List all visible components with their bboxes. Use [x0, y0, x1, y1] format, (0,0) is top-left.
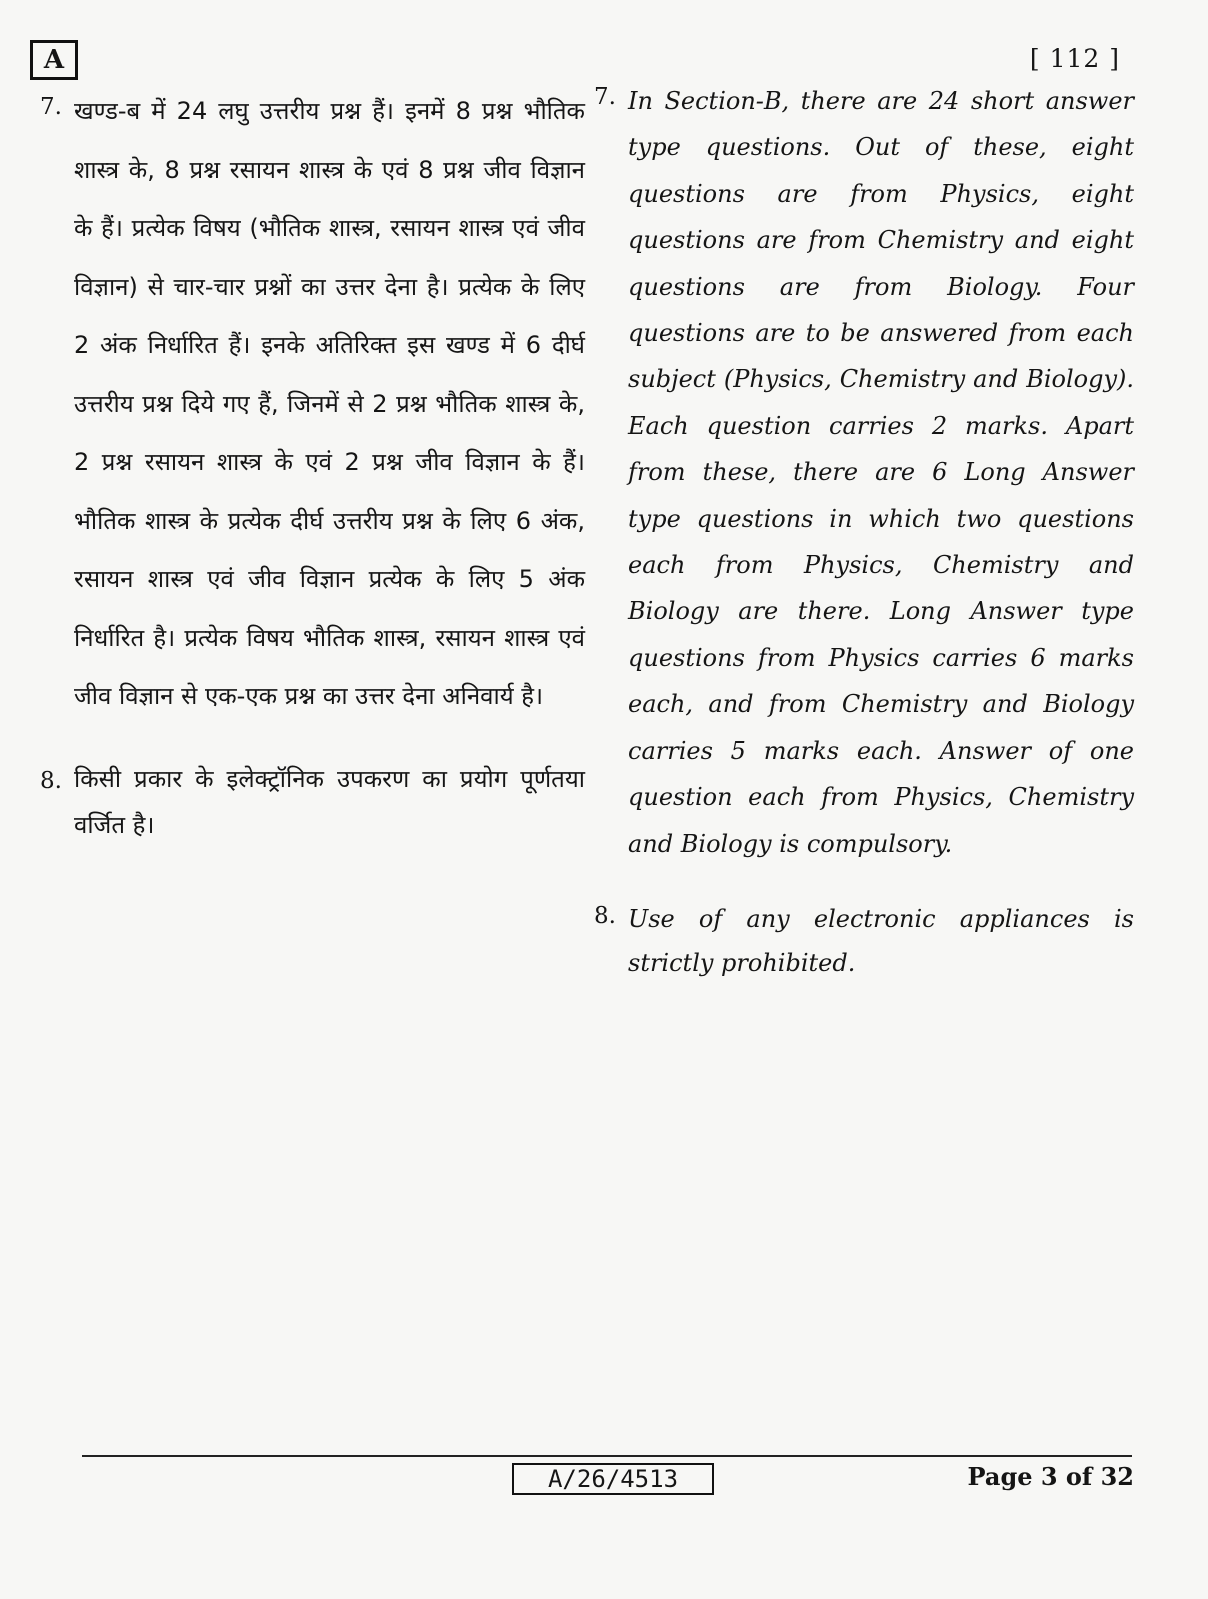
- hindi-item-7-text: खण्ड-ब में 24 लघु उत्तरीय प्रश्न हैं। इनमें 8 प्रश्न भौतिक शास्त्र के, 8 प्रश्न रसायन शास्त्र के एवं 8 प्रश्न जीव विज्ञान के हैं। प्रत्येक विषय (भौतिक शास्त्र, रसायन शास्त्र एवं जीव विज्ञान) से चार-चार प्रश्नों का उत्तर देना है। प्रत्येक के लिए 2 अंक निर्धारित हैं। इनके अतिरिक्त इस खण्ड में 6 दीर्घ उत्तरीय प्रश्न दिये गए हैं, जिनमें से 2 प्रश्न भौतिक शास्त्र के, 2 प्रश्न रसायन शास्त्र के एवं 2 प्रश्न जीव विज्ञान के हैं। भौतिक शास्त्र के प्रत्येक दीर्घ उत्तरीय प्रश्न के लिए 6 अंक, रसायन शास्त्र एवं जीव विज्ञान प्रत्येक के लिए 5 अंक निर्धारित है। प्रत्येक विषय भौतिक शास्त्र, रसायन शास्त्र एवं जीव विज्ञान से एक-एक प्रश्न का उत्तर देना अनिवार्य है।: [74, 97, 585, 710]
- english-item-7-number: 7.: [594, 84, 616, 110]
- paper-code: A/26/4513: [547, 1465, 679, 1493]
- english-item-7-text: In Section-B, there are 24 short answer type questions. Out of these, eight questions are from Physics, eight questions are from Chemistry and eight questions are from Biology. Four questions are to be answered from each subject (Physics, Chemistry and Biology). Each question carries 2 marks. Apart from these, there are 6 Long Answer type questions in which two questions each from Physics, Chemistry and Biology are there. Long Answer type questions from Physics carries 6 marks each, and from Chemistry and Biology carries 5 marks each. Answer of one question each from Physics, Chemistry and Biology is compulsory.: [628, 87, 1134, 858]
- english-instruction-8: [594, 897, 1134, 985]
- hindi-item-7-number: 7.: [40, 94, 62, 120]
- page-number: Page 3 of 32: [967, 1462, 1134, 1491]
- set-label: A: [43, 45, 65, 75]
- hindi-instruction-8: [40, 756, 585, 848]
- paper-code-box: [512, 1463, 714, 1495]
- hindi-item-8-text: किसी प्रकार के इलेक्ट्रॉनिक उपकरण का प्रयोग पूर्णतया वर्जित है।: [74, 764, 585, 839]
- english-instruction-7: [594, 78, 1134, 867]
- hindi-instruction-7: [40, 82, 585, 726]
- hindi-item-8-number: 8.: [40, 767, 62, 794]
- english-item-8-number: 8.: [594, 902, 616, 929]
- set-label-box: [30, 40, 78, 80]
- english-instructions-column: [594, 78, 1134, 985]
- hindi-instructions-column: [40, 82, 585, 848]
- footer-divider: [82, 1455, 1132, 1457]
- page-code: [ 112 ]: [1029, 44, 1120, 73]
- english-item-8-text: Use of any electronic appliances is strictly prohibited.: [628, 904, 1134, 977]
